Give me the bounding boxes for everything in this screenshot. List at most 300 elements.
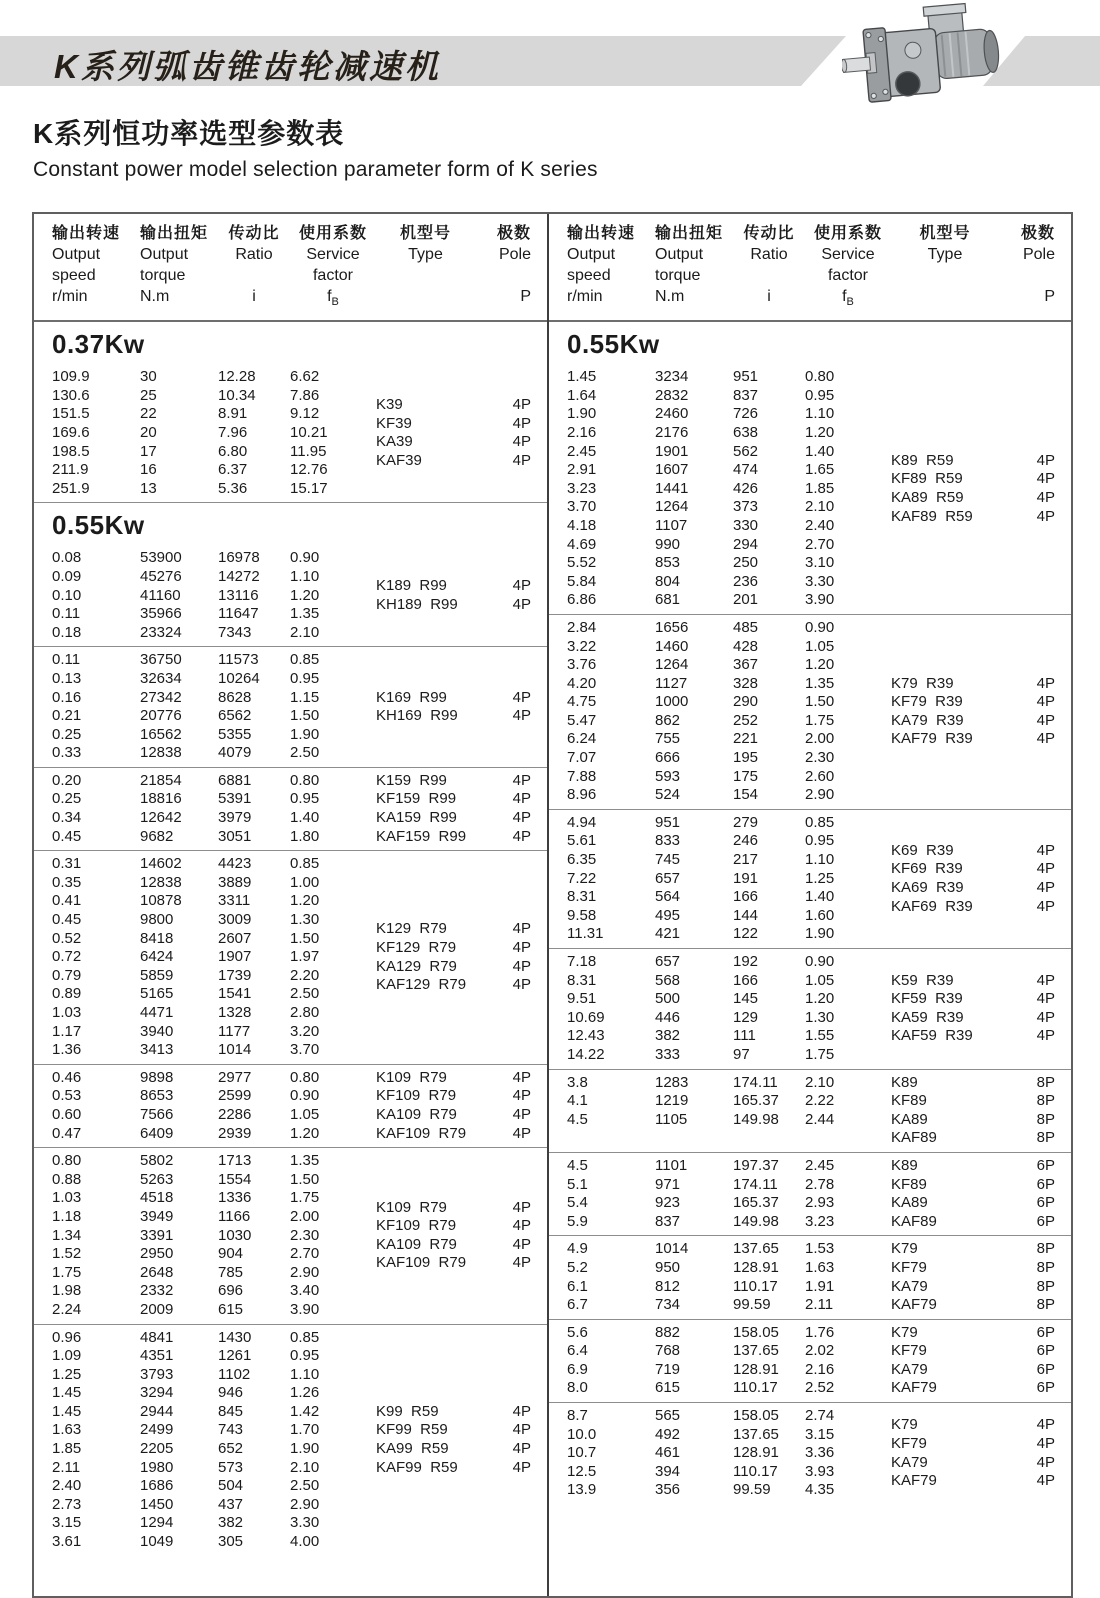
table-row (567, 1324, 891, 1343)
cell-factor: 3.90 (805, 591, 835, 609)
cell-torque: 1294 (140, 1514, 174, 1532)
parameter-group (34, 646, 547, 767)
type-row (376, 433, 531, 452)
cell-speed: 1.75 (52, 1263, 82, 1281)
type-label: K79 (891, 1323, 918, 1341)
type-label: KA89 (891, 1194, 928, 1212)
cell-speed: 1.45 (52, 1384, 82, 1402)
cell-torque: 5859 (140, 966, 174, 984)
cell-torque: 1264 (655, 498, 689, 516)
type-list (891, 1324, 1071, 1398)
table-row (567, 1129, 891, 1148)
cell-factor: 11.95 (290, 442, 327, 460)
cell-ratio: 97 (733, 1045, 750, 1063)
table-row (567, 888, 891, 907)
type-list (891, 452, 1071, 526)
parameter-group (549, 364, 1071, 614)
cell-speed: 12.5 (567, 1462, 597, 1480)
pole-label: 4P (512, 1440, 531, 1458)
cell-ratio: 99.59 (733, 1481, 771, 1499)
cell-speed: 6.86 (567, 591, 597, 609)
pole-label: 4P (1036, 507, 1055, 525)
cell-ratio: 12.28 (218, 368, 256, 386)
type-label: KAF79 (891, 1296, 937, 1314)
table-row (52, 1440, 376, 1459)
cell-torque: 1980 (140, 1458, 174, 1476)
cell-torque: 837 (655, 1212, 681, 1230)
table-row (52, 368, 376, 387)
pole-label: 8P (1036, 1296, 1055, 1314)
table-row (567, 907, 891, 926)
data-rows (34, 1069, 376, 1143)
pole-label: 4P (512, 1458, 531, 1476)
cell-factor: 2.45 (805, 1156, 835, 1174)
cell-factor: 1.05 (805, 637, 835, 655)
cell-factor: 2.00 (290, 1207, 320, 1225)
cell-ratio: 246 (733, 832, 759, 850)
table-row (52, 874, 376, 893)
pole-label: 4P (1036, 451, 1055, 469)
cell-ratio: 4079 (218, 744, 252, 762)
table-row (567, 368, 891, 387)
table-row (52, 809, 376, 828)
type-row (891, 1454, 1055, 1473)
cell-torque: 971 (655, 1175, 681, 1193)
type-row (891, 1416, 1055, 1435)
type-row (891, 1129, 1055, 1148)
cell-ratio: 122 (733, 925, 759, 943)
cell-ratio: 6881 (218, 771, 252, 789)
cell-ratio: 367 (733, 656, 759, 674)
cell-ratio: 373 (733, 498, 759, 516)
cell-factor: 0.95 (290, 1347, 320, 1365)
header-ratio: 传动比 Ratio i (743, 225, 795, 305)
table-row (52, 1245, 376, 1264)
type-label: K99 R59 (376, 1402, 439, 1420)
cell-ratio: 485 (733, 618, 759, 636)
series-banner-title: K系列弧齿锥齿轮减速机 (54, 48, 441, 85)
cell-factor: 2.11 (805, 1296, 834, 1314)
cell-speed: 3.15 (52, 1514, 82, 1532)
cell-factor: 1.90 (805, 925, 835, 943)
cell-ratio: 3889 (218, 873, 252, 891)
cell-speed: 0.45 (52, 911, 82, 929)
cell-ratio: 845 (218, 1402, 244, 1420)
cell-speed: 1.98 (52, 1282, 82, 1300)
table-row (52, 605, 376, 624)
cell-speed: 1.85 (52, 1440, 82, 1458)
cell-torque: 990 (655, 535, 681, 553)
cell-torque: 333 (655, 1045, 681, 1063)
type-row (376, 790, 531, 809)
cell-factor: 7.86 (290, 386, 320, 404)
type-label: KAF109 R79 (376, 1124, 467, 1142)
cell-factor: 0.95 (805, 386, 835, 404)
cell-ratio: 16978 (218, 549, 260, 567)
pole-label: 4P (512, 577, 531, 595)
table-row (567, 786, 891, 805)
cell-ratio: 129 (733, 1008, 759, 1026)
cell-speed: 1.03 (52, 1004, 82, 1021)
table-row (52, 1069, 376, 1088)
data-rows (549, 814, 891, 944)
cell-torque: 3234 (655, 368, 689, 386)
cell-speed: 8.31 (567, 971, 597, 989)
type-label: KA109 R79 (376, 1105, 457, 1123)
type-label: KAF89 R59 (891, 507, 973, 525)
cell-ratio: 428 (733, 637, 759, 655)
cell-ratio (733, 1129, 805, 1148)
cell-ratio: 137.65 (733, 1342, 779, 1360)
pole-label: 6P (1036, 1212, 1055, 1230)
cell-ratio: 128.91 (733, 1258, 779, 1276)
cell-torque: 657 (655, 953, 681, 970)
cell-speed: 0.89 (52, 985, 82, 1003)
parameter-table (32, 212, 1073, 1598)
cell-torque: 16 (140, 461, 157, 479)
table-row (567, 554, 891, 573)
cell-torque: 1607 (655, 461, 689, 479)
cell-factor: 12.76 (290, 461, 328, 479)
cell-torque: 2944 (140, 1402, 174, 1420)
cell-torque: 9898 (140, 1068, 174, 1086)
cell-ratio: 8.91 (218, 405, 248, 423)
header-output-torque: 输出扭矩 Output torque N.m (655, 225, 724, 305)
cell-speed: 0.35 (52, 873, 82, 891)
type-row (891, 1074, 1055, 1093)
cell-torque: 6409 (140, 1124, 174, 1142)
table-row (52, 930, 376, 949)
data-rows (34, 855, 376, 1060)
type-row (376, 452, 531, 471)
pole-label: 4P (1036, 878, 1055, 896)
cell-factor: 2.80 (290, 1004, 320, 1021)
type-row (376, 415, 531, 434)
cell-speed: 169.6 (52, 423, 90, 441)
cell-speed: 8.7 (567, 1407, 588, 1425)
data-rows (34, 772, 376, 846)
cell-factor: 1.55 (805, 1027, 835, 1045)
cell-torque: 1656 (655, 618, 689, 636)
table-row (52, 1329, 376, 1348)
cell-ratio: 437 (218, 1495, 244, 1513)
type-list (376, 1403, 547, 1477)
cell-factor: 1.40 (805, 888, 835, 906)
table-row (52, 855, 376, 874)
pole-label: 4P (512, 1235, 531, 1253)
cell-factor: 3.90 (290, 1300, 320, 1318)
cell-speed: 0.25 (52, 790, 82, 808)
cell-ratio: 110.17 (733, 1462, 778, 1480)
table-row (567, 443, 891, 462)
table-row (567, 461, 891, 480)
cell-ratio: 279 (733, 813, 759, 831)
pole-label: 4P (512, 1105, 531, 1123)
table-row (52, 405, 376, 424)
cell-ratio: 1739 (218, 966, 252, 984)
table-row (567, 498, 891, 517)
pole-label: 4P (1036, 860, 1055, 878)
cell-torque: 862 (655, 711, 681, 729)
pole-label: 6P (1036, 1175, 1055, 1193)
type-label: KAF129 R79 (376, 976, 467, 994)
table-row (567, 1213, 891, 1232)
cell-factor: 2.60 (805, 767, 835, 785)
parameter-group (34, 1064, 547, 1147)
table-row (52, 387, 376, 406)
pole-label: 4P (512, 1068, 531, 1086)
type-list (891, 1416, 1071, 1490)
type-row (891, 489, 1055, 508)
cell-torque: 719 (655, 1360, 681, 1378)
type-label: KA79 (891, 1453, 928, 1471)
cell-ratio: 726 (733, 405, 759, 423)
table-row (567, 1463, 891, 1482)
table-row (52, 1023, 376, 1042)
cell-ratio: 1336 (218, 1189, 252, 1207)
header-service-factor: 使用系数 Service factor $f_B$ (813, 225, 882, 309)
cell-ratio: 128.91 (733, 1360, 779, 1378)
cell-ratio: 638 (733, 423, 759, 441)
table-row (567, 1027, 891, 1046)
cell-ratio: 5391 (218, 790, 252, 808)
table-row (52, 1106, 376, 1125)
type-row (376, 596, 531, 615)
cell-ratio: 1014 (218, 1041, 252, 1059)
table-row (52, 772, 376, 791)
type-row (376, 1106, 531, 1125)
cell-factor: 2.10 (290, 623, 320, 641)
cell-factor: 2.30 (290, 1226, 320, 1244)
cell-torque: 1460 (655, 637, 689, 655)
parameter-group (34, 1324, 547, 1556)
cell-speed: 0.47 (52, 1124, 82, 1142)
table-row (52, 1041, 376, 1060)
cell-torque: 25 (140, 386, 157, 404)
type-row (891, 1342, 1055, 1361)
cell-factor: 1.35 (805, 674, 835, 692)
cell-torque: 20 (140, 423, 157, 441)
pole-label: 4P (512, 1198, 531, 1216)
cell-factor: 1.30 (805, 1008, 835, 1026)
cell-torque: 657 (655, 869, 681, 887)
data-rows (549, 1157, 891, 1231)
cell-torque: 9800 (140, 911, 174, 929)
table-row (567, 870, 891, 889)
pole-label: 4P (1036, 897, 1055, 915)
type-label: KF109 R79 (376, 1217, 457, 1235)
type-label: KA99 R59 (376, 1440, 449, 1458)
cell-ratio: 149.98 (733, 1212, 779, 1230)
cell-speed: 1.52 (52, 1245, 82, 1263)
cell-speed: 0.09 (52, 567, 82, 585)
cell-ratio: 3009 (218, 911, 252, 929)
cell-speed: 0.79 (52, 966, 82, 984)
table-row (567, 591, 891, 610)
cell-factor: 1.75 (805, 1045, 835, 1063)
cell-factor: 1.50 (290, 929, 320, 947)
cell-factor: 3.40 (290, 1282, 320, 1300)
type-label: KF39 (376, 414, 412, 432)
cell-speed: 0.72 (52, 948, 82, 966)
cell-factor: 1.25 (805, 869, 835, 887)
pole-label: 4P (512, 1254, 531, 1272)
cell-factor: 2.40 (805, 516, 835, 534)
cell-torque: 615 (655, 1379, 681, 1397)
cell-speed: 5.84 (567, 572, 597, 590)
cell-factor: 2.00 (805, 730, 835, 748)
cell-speed: 0.46 (52, 1068, 82, 1086)
cell-ratio: 6.80 (218, 442, 248, 460)
page-subtitle: Constant power model selection parameter form of K series (33, 158, 598, 181)
cell-factor: 1.40 (805, 442, 835, 460)
type-row (891, 1157, 1055, 1176)
pole-label: 4P (512, 809, 531, 827)
cell-ratio: 1541 (218, 985, 252, 1003)
type-row (891, 972, 1055, 991)
type-label: K89 (891, 1073, 918, 1091)
cell-factor: 0.85 (290, 855, 320, 873)
table-row (52, 948, 376, 967)
cell-factor: 2.74 (805, 1407, 835, 1425)
cell-speed: 130.6 (52, 386, 90, 404)
type-row (891, 879, 1055, 898)
cell-speed: 7.22 (567, 869, 597, 887)
cell-factor: 1.20 (805, 423, 835, 441)
table-row (52, 892, 376, 911)
cell-speed: 0.21 (52, 707, 82, 725)
pole-label: 4P (1036, 470, 1055, 488)
cell-speed: 2.91 (567, 461, 597, 479)
cell-factor: 0.90 (290, 549, 320, 567)
parameter-group (34, 545, 547, 646)
type-label: KAF89 (891, 1212, 937, 1230)
power-section-header: 0.55Kw (34, 502, 547, 545)
cell-speed: 7.07 (567, 749, 597, 767)
type-row (376, 920, 531, 939)
type-row (891, 1379, 1055, 1398)
cell-speed: 2.73 (52, 1495, 82, 1513)
cell-ratio: 110.17 (733, 1277, 778, 1295)
cell-ratio: 11573 (218, 651, 259, 669)
cell-factor: 2.10 (805, 1073, 835, 1091)
type-label: KA79 (891, 1360, 928, 1378)
type-row (376, 1440, 531, 1459)
cell-speed: 8.0 (567, 1379, 588, 1397)
cell-speed: 1.90 (567, 405, 597, 423)
cell-factor: 2.20 (290, 966, 320, 984)
type-label: K129 R79 (376, 920, 447, 938)
cell-speed: 0.18 (52, 623, 82, 641)
type-label: KA109 R79 (376, 1235, 457, 1253)
table-row (52, 689, 376, 708)
table-row (52, 1421, 376, 1440)
cell-factor: 6.62 (290, 368, 320, 386)
type-label: KAF99 R59 (376, 1458, 458, 1476)
table-row (52, 1125, 376, 1144)
cell-factor: 1.75 (805, 711, 835, 729)
pole-label: 4P (512, 938, 531, 956)
cell-ratio: 110.17 (733, 1379, 778, 1397)
table-row (52, 461, 376, 480)
cell-torque: 951 (655, 813, 681, 831)
table-row (567, 768, 891, 787)
type-label: KA89 R59 (891, 489, 964, 507)
cell-factor: 1.20 (805, 656, 835, 674)
table-row (52, 790, 376, 809)
cell-factor: 1.90 (290, 725, 320, 743)
type-label: K79 (891, 1416, 918, 1434)
type-label: KA79 R39 (891, 711, 964, 729)
pole-label: 4P (1036, 693, 1055, 711)
cell-ratio: 573 (218, 1458, 244, 1476)
cell-factor: 1.15 (290, 688, 320, 706)
pole-label: 4P (1036, 1027, 1055, 1045)
table-row (52, 587, 376, 606)
cell-factor: 0.80 (290, 771, 320, 789)
table-row (52, 1459, 376, 1478)
cell-torque (655, 1129, 733, 1148)
cell-torque: 20776 (140, 707, 182, 725)
cell-speed: 0.52 (52, 929, 82, 947)
cell-speed: 1.25 (52, 1365, 82, 1383)
parameter-group (549, 614, 1071, 809)
table-row (52, 1264, 376, 1283)
cell-ratio: 426 (733, 479, 759, 497)
cell-ratio: 145 (733, 990, 759, 1008)
cell-ratio: 504 (218, 1477, 244, 1495)
cell-speed: 10.69 (567, 1008, 605, 1026)
table-row (567, 693, 891, 712)
table-row (52, 1208, 376, 1227)
cell-torque: 7566 (140, 1105, 174, 1123)
table-row (52, 424, 376, 443)
cell-torque: 5165 (140, 985, 174, 1003)
type-label: KAF39 (376, 451, 422, 469)
cell-torque: 8418 (140, 929, 174, 947)
cell-ratio: 1328 (218, 1004, 252, 1021)
type-row (891, 675, 1055, 694)
power-section-header: 0.37Kw (52, 329, 145, 360)
pole-label: 4P (1036, 1416, 1055, 1434)
cell-ratio: 2939 (218, 1124, 252, 1142)
cell-factor: 3.20 (290, 1022, 320, 1040)
cell-ratio: 290 (733, 693, 759, 711)
cell-torque: 3949 (140, 1207, 174, 1225)
type-row (891, 1259, 1055, 1278)
type-list (376, 772, 547, 846)
cell-factor: 2.90 (290, 1263, 320, 1281)
cell-factor: 4.00 (290, 1533, 320, 1551)
cell-speed: 12.43 (567, 1027, 605, 1045)
type-label: KF59 R39 (891, 990, 963, 1008)
cell-torque: 734 (655, 1296, 681, 1314)
cell-speed: 5.52 (567, 554, 597, 572)
cell-speed: 5.61 (567, 832, 597, 850)
table-row (567, 480, 891, 499)
cell-torque: 3294 (140, 1384, 174, 1402)
cell-torque: 1000 (655, 693, 689, 711)
cell-ratio: 5355 (218, 725, 252, 743)
parameter-group (34, 1147, 547, 1323)
cell-torque: 882 (655, 1323, 681, 1341)
type-label: K89 (891, 1156, 918, 1174)
cell-speed: 1.03 (52, 1189, 82, 1207)
cell-torque: 4518 (140, 1189, 174, 1207)
cell-factor: 1.91 (805, 1277, 835, 1295)
cell-torque: 568 (655, 971, 681, 989)
type-row (891, 990, 1055, 1009)
